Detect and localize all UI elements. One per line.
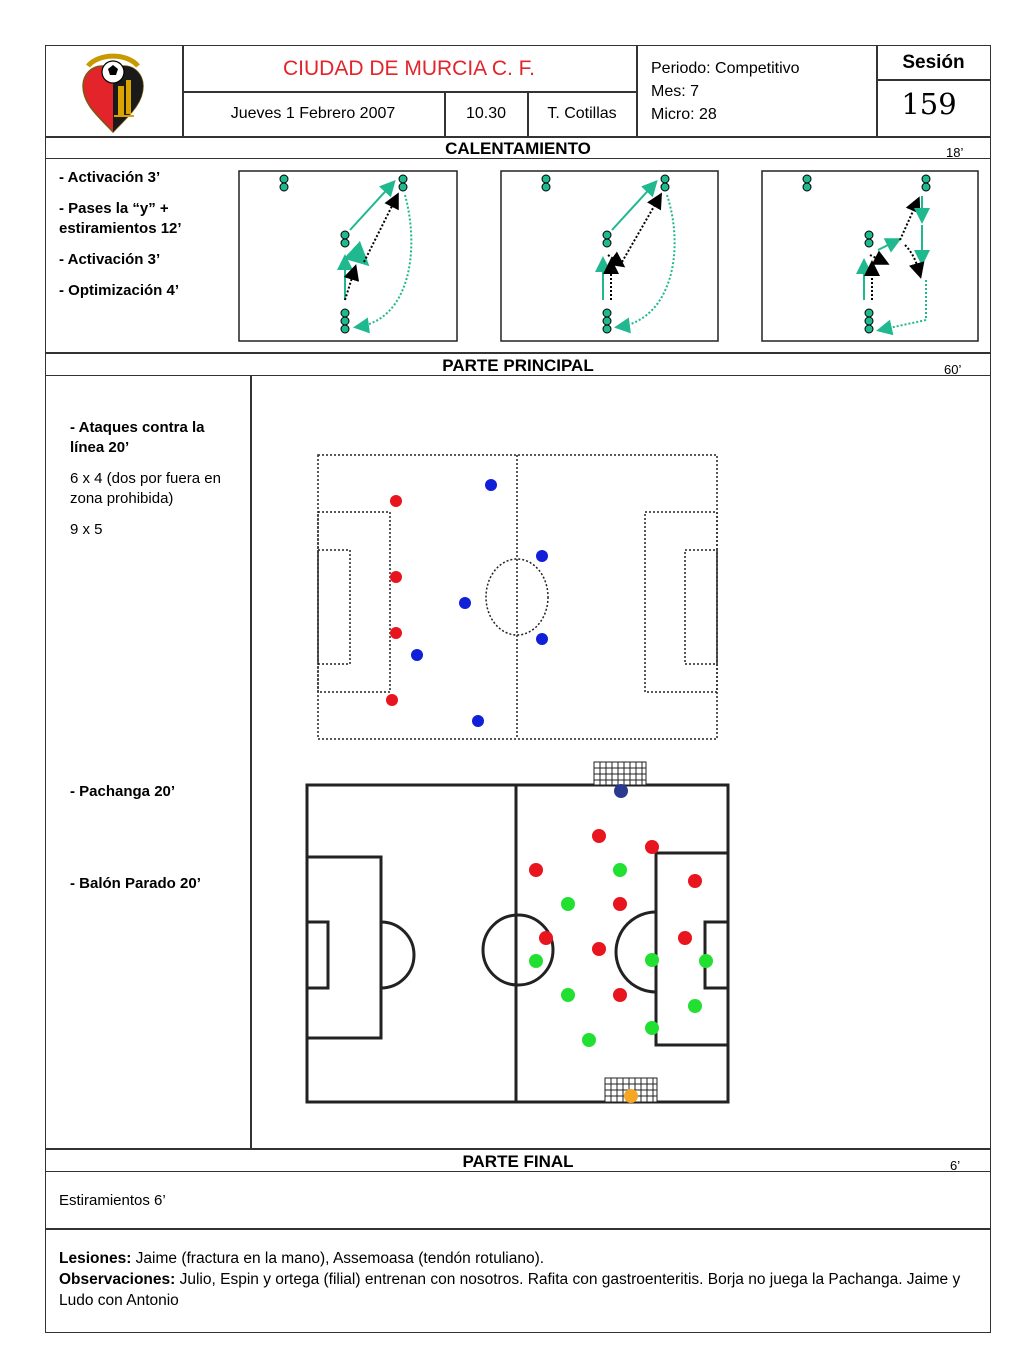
warmup-item-2: - Pases la “y” + estiramientos 12’	[59, 200, 182, 237]
warmup-item-1: - Activación 3’	[59, 169, 161, 186]
notes	[59, 1248, 979, 1311]
mes: Mes: 7	[651, 83, 700, 100]
lesiones-text: Jaime (fractura en la mano), Assemoasa (tendón rotuliano).	[131, 1250, 545, 1267]
micro: Micro: 28	[651, 106, 717, 123]
final-minutes: 6’	[950, 1158, 961, 1173]
final-text: Estiramientos 6’	[59, 1192, 166, 1209]
balon-parado: - Balón Parado 20’	[70, 875, 201, 892]
calentamiento-minutes: 18’	[946, 145, 964, 160]
pachanga: - Pachanga 20’	[70, 783, 176, 800]
keeper-top	[614, 784, 628, 798]
periodo: Periodo: Competitivo	[651, 60, 800, 77]
ataques-line-2: 9 x 5	[70, 521, 103, 538]
balon-parado-green-players	[529, 863, 713, 1047]
observaciones-text: Julio, Espin y ortega (filial) entrenan con nosotros. Rafita con gastroenteritis. Borja no juega la Pachanga. Jaime y Ludo con Antonio	[59, 1271, 961, 1309]
session-time: 10.30	[465, 105, 507, 122]
warmup-item-4: - Optimización 4’	[59, 282, 180, 299]
observaciones-label: Observaciones:	[59, 1271, 176, 1288]
principal-title: PARTE PRINCIPAL	[442, 356, 594, 375]
calentamiento-title: CALENTAMIENTO	[445, 139, 591, 158]
coach-name: T. Cotillas	[547, 105, 617, 122]
lesiones-label: Lesiones:	[59, 1250, 132, 1267]
final-title: PARTE FINAL	[462, 1152, 574, 1171]
session-date: Jueves 1 Febrero 2007	[230, 105, 396, 122]
balon-parado-red-players	[529, 829, 702, 1002]
warmup-item-3: - Activación 3’	[59, 251, 161, 268]
sesion-number: 159	[901, 87, 957, 121]
principal-minutes: 60’	[944, 362, 962, 377]
goal-top	[594, 762, 646, 785]
ataques-title: - Ataques contra la línea 20’	[70, 419, 205, 456]
ataques-red-players	[386, 495, 402, 706]
keeper-bottom	[624, 1089, 638, 1103]
club-name: CIUDAD DE MURCIA C. F.	[282, 57, 536, 80]
sesion-label: Sesión	[902, 52, 965, 73]
ataques-blue-players	[411, 479, 548, 727]
ataques-line-1: 6 x 4 (dos por fuera en zona prohibida)	[70, 470, 221, 507]
